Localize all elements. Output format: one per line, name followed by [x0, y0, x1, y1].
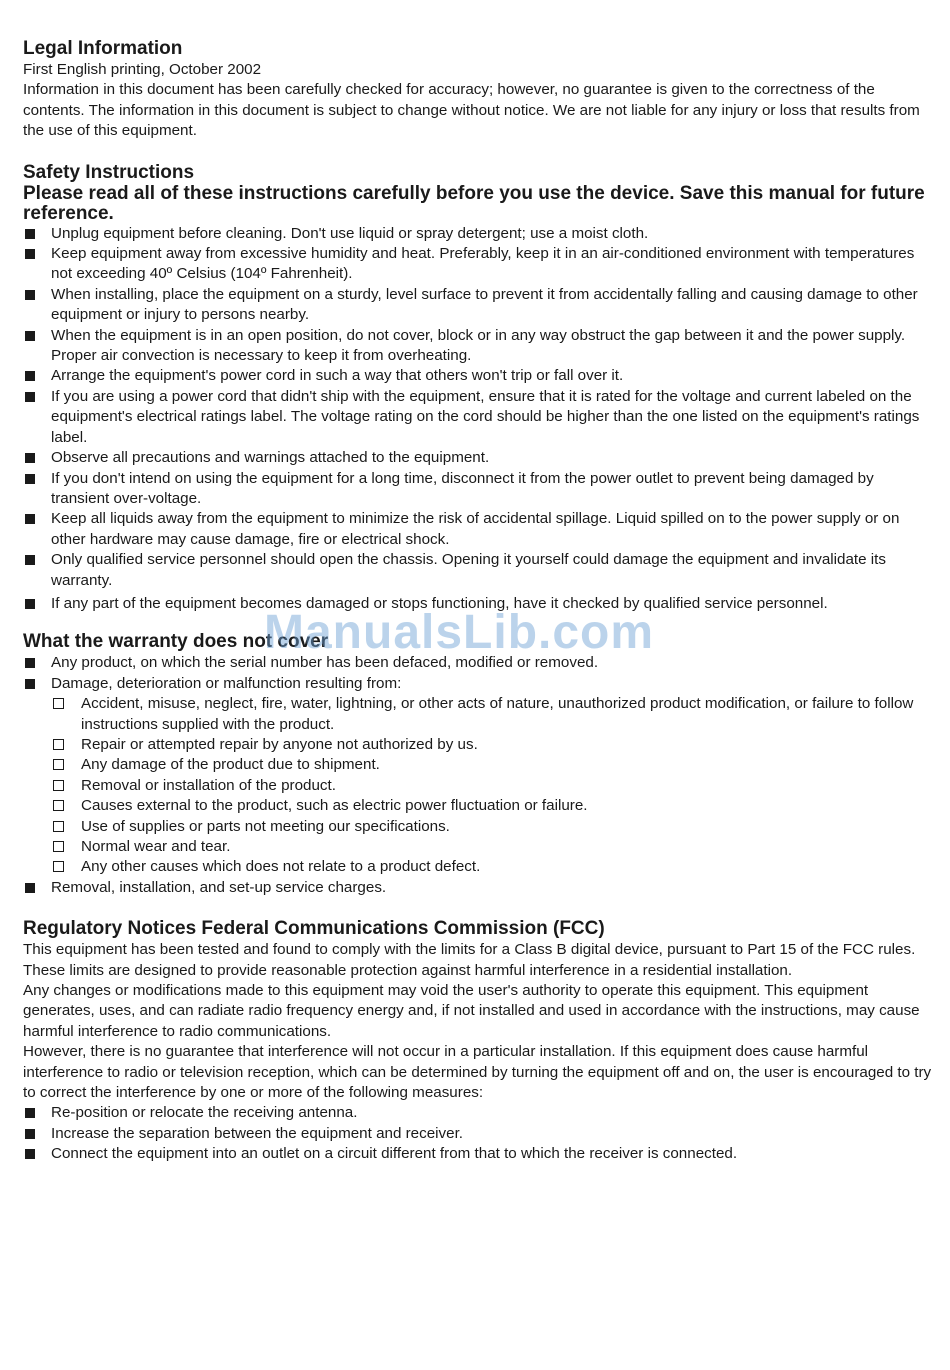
safety-item: Keep all liquids away from the equipment to minimize the risk of accidental spillage. Liquid spilled on to the power supply or on other hardware may cause damage, fire or electrical shock. [23, 509, 933, 550]
warranty-subitem: Removal or installation of the product. [53, 776, 933, 796]
warranty-list-end [23, 878, 933, 898]
warranty-subitem: Causes external to the product, such as electric power fluctuation or failure. [53, 796, 933, 816]
fcc-paragraph: This equipment has been tested and found to comply with the limits for a Class B digital device, pursuant to Part 15 of the FCC rules. These limits are designed to provide reasonable protection against harmful interference in a residential installation. [23, 941, 916, 979]
safety-item: Observe all precautions and warnings attached to the equipment. [23, 448, 933, 468]
warranty-heading: What the warranty does not cover [23, 631, 329, 653]
warranty-subitem: Use of supplies or parts not meeting our specifications. [53, 817, 933, 837]
safety-item: Only qualified service personnel should open the chassis. Opening it yourself could damage the equipment and invalidate its warranty. [23, 550, 933, 591]
printing-note: First English printing, October 2002 [23, 61, 262, 78]
document-page [23, 38, 933, 1165]
warranty-subitem: Repair or attempted repair by anyone not authorized by us. [53, 735, 933, 755]
fcc-measure-item: Re-position or relocate the receiving antenna. [23, 1103, 933, 1123]
legal-heading: Legal Information [23, 38, 183, 59]
safety-item: When installing, place the equipment on a sturdy, level surface to prevent it from accidentally falling and causing damage to other equipment or injury to persons nearby. [23, 285, 933, 326]
fcc-heading: Regulatory Notices Federal Communications Commission (FCC) [23, 918, 605, 940]
safety-item: Arrange the equipment's power cord in such a way that others won't trip or fall over it. [23, 366, 933, 386]
legal-section [23, 38, 933, 142]
warranty-subitem: Any damage of the product due to shipment. [53, 755, 933, 775]
warranty-item: Removal, installation, and set-up service charges. [23, 878, 933, 898]
fcc-paragraph: Any changes or modifications made to this equipment may void the user's authority to operate this equipment. This equipment generates, uses, and can radiate radio frequency energy and, if not installed and used in accordance with the instructions, may cause harmful interference to radio communications. [23, 982, 920, 1040]
safety-section [23, 162, 933, 615]
safety-item: If you don't intend on using the equipment for a long time, disconnect it from the power outlet to prevent being damaged by transient over-voltage. [23, 469, 933, 510]
safety-item: If any part of the equipment becomes damaged or stops functioning, have it checked by qualified service personnel. [23, 594, 933, 614]
fcc-measure-item: Connect the equipment into an outlet on a circuit different from that to which the receiver is connected. [23, 1144, 933, 1164]
warranty-subitem: Accident, misuse, neglect, fire, water, lightning, or other acts of nature, unauthorized product modification, or failure to follow instructions supplied with the product. [53, 694, 933, 735]
warranty-sublist [23, 694, 933, 878]
safety-item: Keep equipment away from excessive humidity and heat. Preferably, keep it in an air-conditioned environment with temperatures not exceeding 40º Celsius (104º Fahrenheit). [23, 244, 933, 285]
safety-heading: Safety Instructions [23, 161, 195, 183]
safety-intro: Please read all of these instructions carefully before you use the device. Save this manual for future reference. [23, 182, 925, 224]
fcc-section [23, 918, 933, 1164]
safety-item: If you are using a power cord that didn't ship with the equipment, ensure that it is rated for the voltage and current labeled on the equipment's electrical ratings label. The voltage rating on the cord should be higher than the one listed on the equipment's ratings label. [23, 387, 933, 448]
warranty-section [23, 631, 933, 898]
warranty-subitem: Normal wear and tear. [53, 837, 933, 857]
warranty-item: Any product, on which the serial number has been defaced, modified or removed. [23, 653, 933, 673]
watermark-logo: ManualsLib.com [264, 606, 655, 659]
fcc-measure-item: Increase the separation between the equipment and receiver. [23, 1124, 933, 1144]
fcc-measures-list [23, 1103, 933, 1164]
legal-text: Information in this document has been carefully checked for accuracy; however, no guarantee is given to the correctness of the contents. The information in this document is subject to change without notice. We are not liable for any injury or loss that results from the use of this equipment. [23, 81, 920, 140]
warranty-list [23, 653, 933, 694]
warranty-subitem: Any other causes which does not relate to a product defect. [53, 857, 933, 877]
fcc-paragraph: However, there is no guarantee that interference will not occur in a particular installation. If this equipment does cause harmful interference to radio or television reception, which can be determined by turning the equipment off and on, the user is encouraged to try to correct the interference by one or more of the following measures: [23, 1043, 932, 1102]
safety-item: Unplug equipment before cleaning. Don't use liquid or spray detergent; use a moist cloth. [23, 224, 933, 244]
warranty-item: Damage, deterioration or malfunction resulting from: [23, 674, 933, 694]
safety-item: When the equipment is in an open position, do not cover, block or in any way obstruct the gap between it and the power supply. Proper air convection is necessary to keep it from overheating. [23, 326, 933, 367]
safety-list [23, 224, 933, 615]
